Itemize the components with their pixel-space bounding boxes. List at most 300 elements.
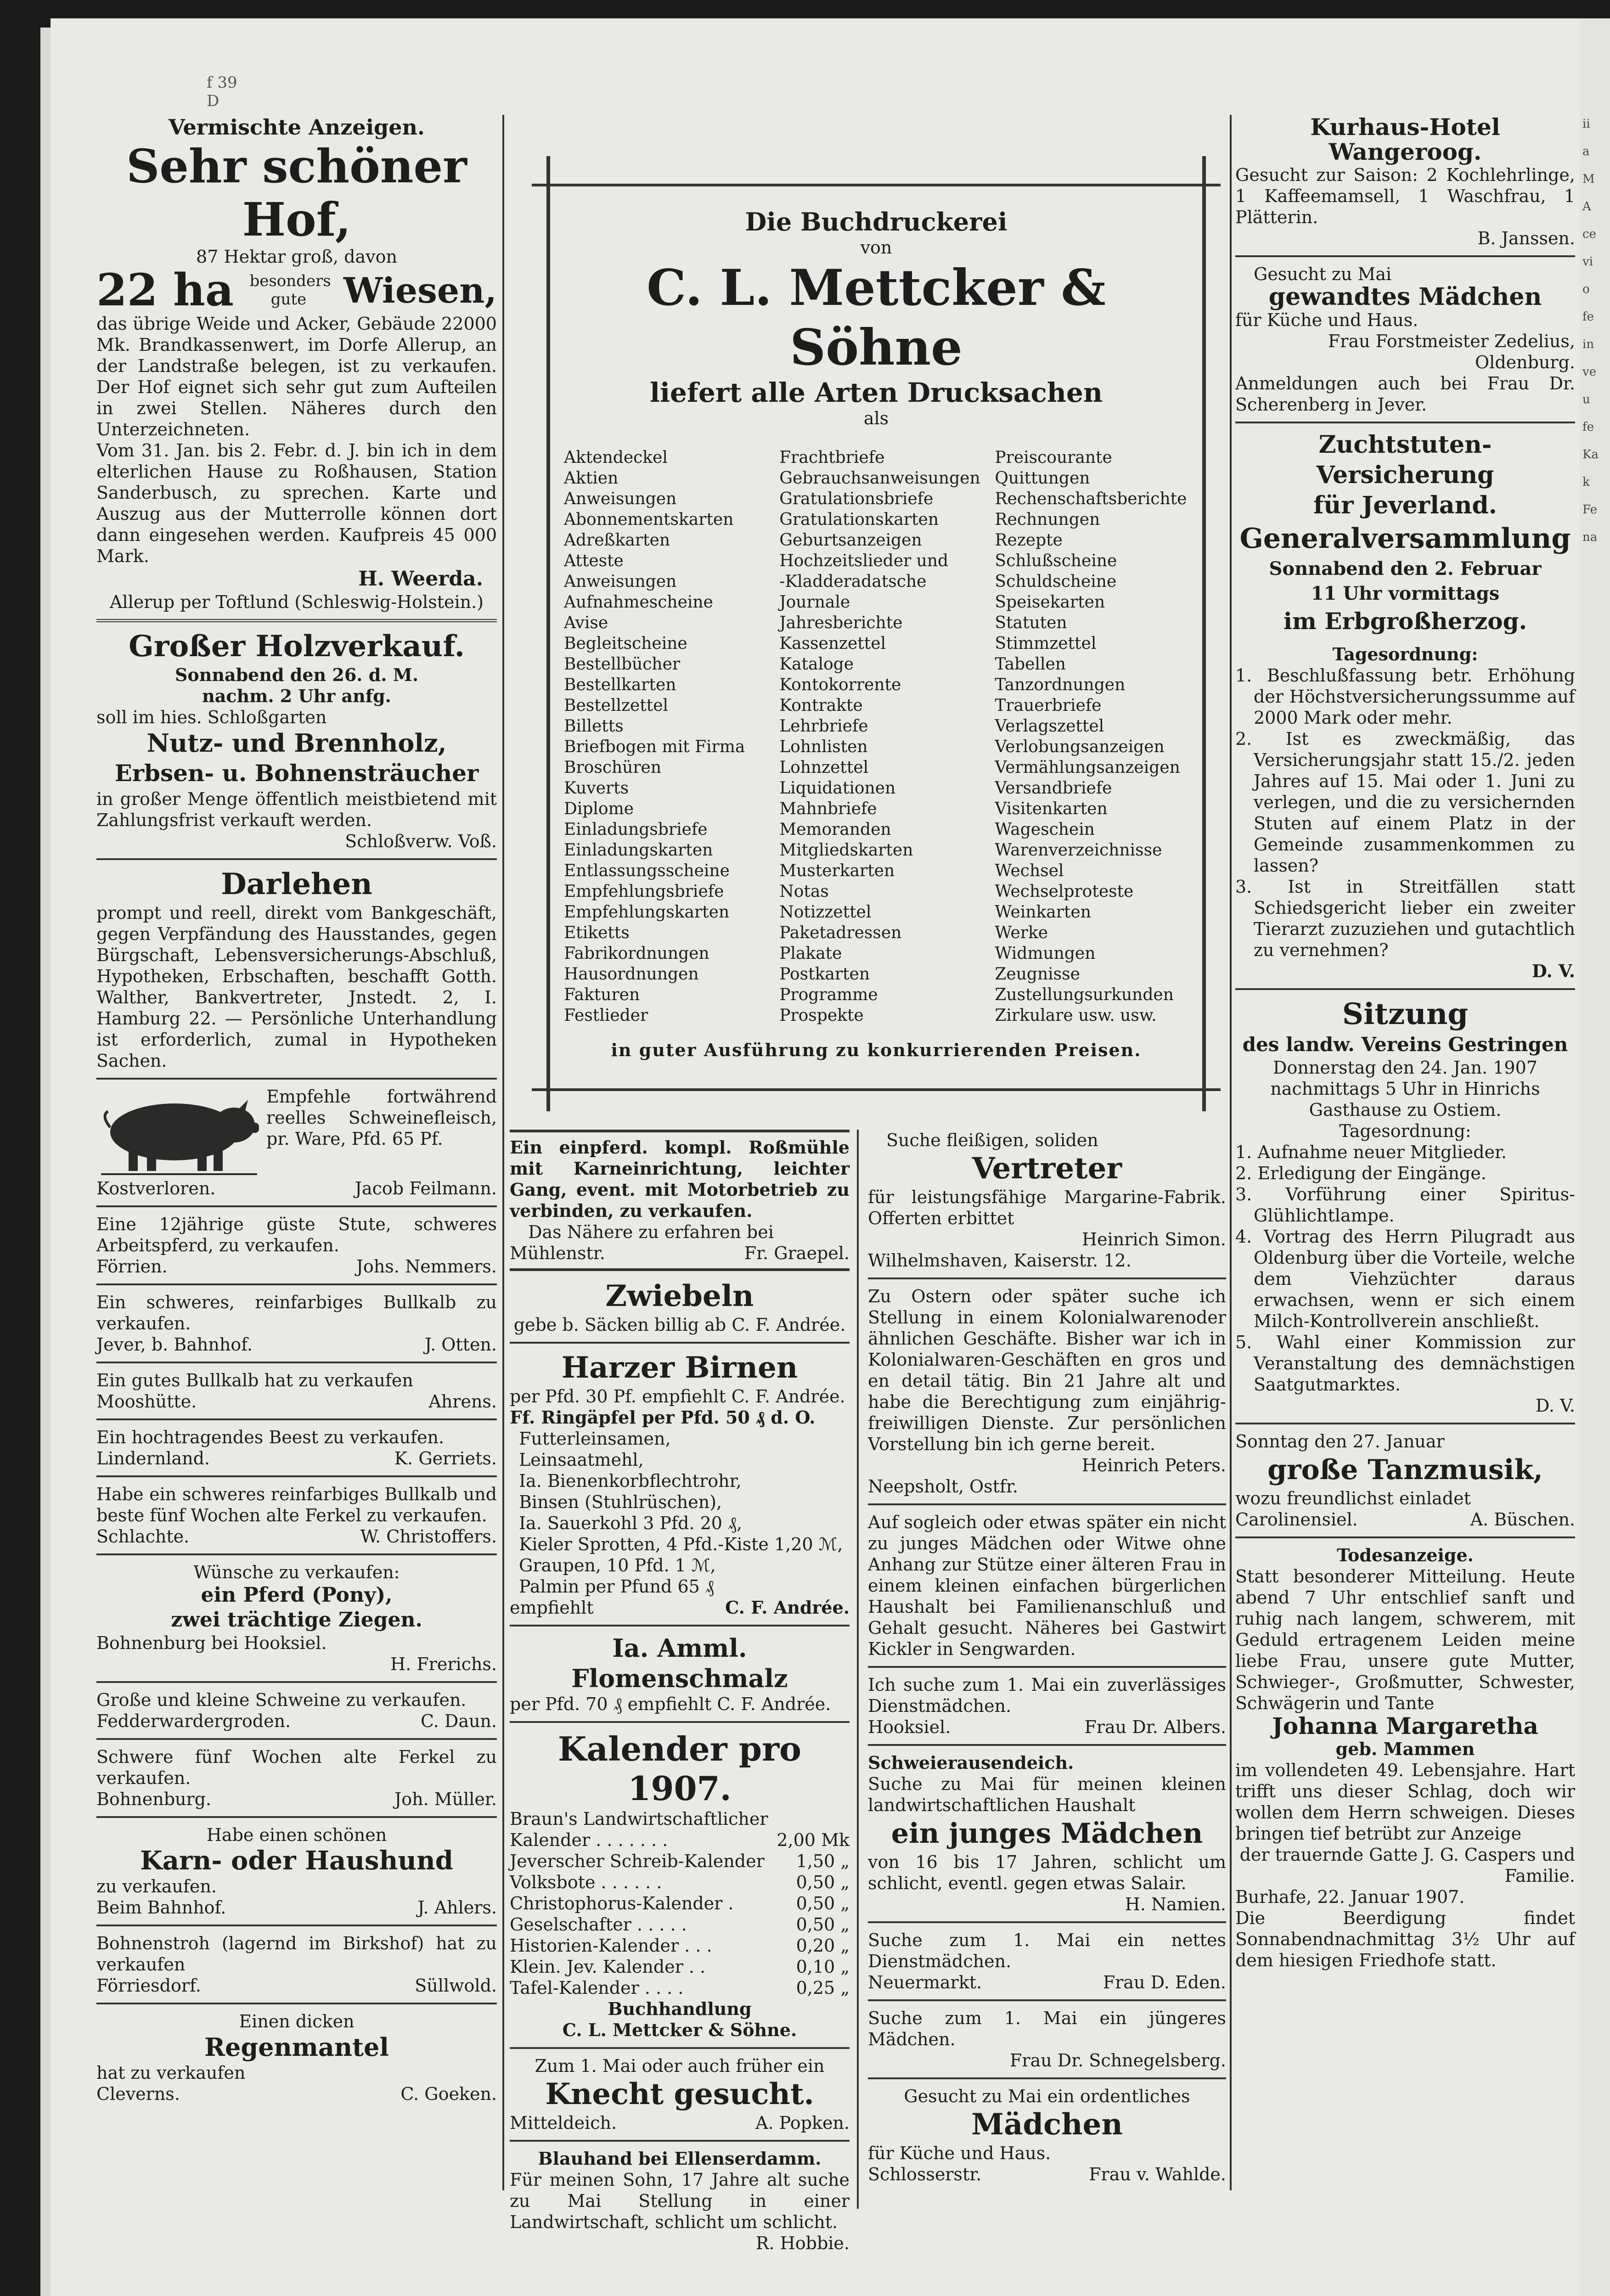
ad-signer: H. Weerda. bbox=[358, 567, 483, 591]
ad-title: Sitzung bbox=[1342, 997, 1469, 1031]
edge-text: u bbox=[1582, 393, 1590, 406]
edge-text: na bbox=[1582, 530, 1598, 544]
divider bbox=[96, 858, 497, 860]
divider bbox=[510, 1625, 850, 1626]
ad-signer: Heinrich Peters. bbox=[1081, 1455, 1226, 1475]
ad-body: Ein gutes Bullkalb hat zu verkaufen bbox=[96, 1370, 413, 1390]
ad-title: Sehr schöner Hof, bbox=[126, 139, 467, 247]
ad-title: Zwiebeln bbox=[605, 1279, 754, 1313]
ad-signer: Frau Dr. Schnegelsberg. bbox=[1010, 2050, 1226, 2071]
ad-darlehen bbox=[96, 867, 497, 1071]
ad-ferkel-christoffers bbox=[96, 1484, 497, 1547]
ad-signer: Buchhandlung bbox=[608, 1998, 752, 2019]
edge-text: fe bbox=[1582, 310, 1594, 324]
ad-holzverkauf bbox=[96, 629, 497, 852]
product-item: Lehrbriefe bbox=[779, 717, 868, 736]
agenda-item: 1. Aufnahme neuer Mitglieder. bbox=[1235, 1142, 1507, 1162]
ad-text: 11 Uhr vormittags bbox=[1311, 583, 1500, 604]
ad-body: Habe einen schönen bbox=[206, 1825, 387, 1845]
agenda-item: 2. Erledigung der Eingänge. bbox=[1235, 1163, 1486, 1183]
column-middle bbox=[510, 115, 1226, 2253]
ad-text: soll im hies. Schloßgarten bbox=[96, 707, 327, 727]
ad-text: Ff. Ringäpfel per Pfd. 50 ₰ d. O. bbox=[510, 1407, 816, 1428]
calendar-price: 2,00 Mk bbox=[777, 1830, 850, 1850]
ad-title: Mädchen bbox=[971, 2107, 1123, 2142]
product-item: Empfehlungsbriefe bbox=[564, 882, 724, 901]
ad-title: gewandtes Mädchen bbox=[1268, 283, 1542, 311]
column-rule bbox=[502, 115, 504, 2190]
edge-text: A bbox=[1582, 200, 1591, 214]
product-item: Begleitscheine bbox=[564, 634, 687, 653]
ad-place: Carolinensiel. bbox=[1235, 1509, 1358, 1530]
ad-body: Ich suche zum 1. Mai ein zuverlässiges Dienstmädchen. bbox=[868, 1675, 1226, 1716]
ad-place: Förrien. bbox=[96, 1256, 168, 1277]
product-item: Werke bbox=[995, 923, 1048, 942]
divider bbox=[868, 1921, 1226, 1923]
product-item: Avise bbox=[564, 613, 608, 632]
divider bbox=[868, 1503, 1226, 1505]
edge-text: in bbox=[1582, 338, 1594, 351]
column-left bbox=[96, 115, 497, 2209]
edge-text: ii bbox=[1582, 117, 1590, 131]
ad-text: Suche fleißigen, soliden bbox=[886, 1130, 1098, 1150]
ad-body: Auf sogleich oder etwas später ein nicht zu junges Mädchen oder Witwe ohne Anhang zur Stütze einer älteren Frau in einem kleinen einfachen bürgerlichen Haushalt bei Familienanschluß und Gehalt gesucht. Näheres bei Gastwirt Kickler in Sengwarden. bbox=[868, 1512, 1226, 1659]
ad-text: Sonntag den 27. Januar bbox=[1235, 1431, 1445, 1452]
product-item: Plakate bbox=[779, 944, 842, 963]
ad-body: Eine 12jährige güste Stute, schweres Arbeitspferd, zu verkaufen. bbox=[96, 1214, 497, 1255]
ad-signer: J. Ahlers. bbox=[417, 1897, 497, 1918]
calendar-name: Geselschafter . . . . . bbox=[510, 1914, 687, 1935]
product-item: Rechnungen bbox=[995, 510, 1100, 529]
ad-text: geb. Mammen bbox=[1335, 1739, 1475, 1759]
product-item: Programme bbox=[779, 985, 878, 1004]
product-item: Mahnbriefe bbox=[779, 799, 877, 818]
ad-regenmantel bbox=[96, 2011, 497, 2105]
product-item: Frachtbriefe bbox=[779, 448, 885, 467]
ad-signer: B. Janssen. bbox=[1477, 228, 1575, 248]
ad-vertreter bbox=[868, 1130, 1226, 1271]
ad-subtitle: liefert alle Arten Drucksachen bbox=[649, 377, 1103, 408]
calendar-name: Jeverscher Schreib-Kalender bbox=[510, 1851, 765, 1871]
column-rule bbox=[1230, 115, 1232, 2190]
ad-text: per Pfd. 30 Pf. empfiehlt C. F. Andrée. bbox=[510, 1386, 845, 1407]
divider bbox=[1235, 988, 1575, 990]
ad-body: von 16 bis 17 Jahren, schlicht um schlicht, eventl. gegen etwas Salair. bbox=[868, 1852, 1226, 1893]
ad-body: Vom 31. Jan. bis 2. Febr. d. J. bin ich in dem elterlichen Hause zu Roßhausen, Station Sanderbusch, zu sprechen. Karte und Auszug aus der Mutterrolle können dort dann eingesehen werden. Kaufpreis 45 000 Mark. bbox=[96, 440, 497, 566]
product-item: Zustellungsurkunden bbox=[995, 985, 1174, 1004]
product-column bbox=[995, 447, 1188, 1026]
product-item: Anweisungen bbox=[564, 490, 677, 508]
ad-title: Blauhand bei Ellenserdamm. bbox=[538, 2148, 822, 2169]
divider bbox=[868, 1277, 1226, 1279]
divider bbox=[510, 2047, 850, 2049]
divider bbox=[1235, 255, 1575, 257]
agenda-item: 5. Wahl einer Kommission zur Veranstaltung des demnächstigen Saatgutmarktes. bbox=[1235, 1332, 1575, 1395]
corner-marks bbox=[207, 73, 237, 110]
product-item: Adreßkarten bbox=[564, 531, 670, 550]
product-item: Bestellzettel bbox=[564, 696, 669, 715]
product-item: Zirkulare usw. usw. bbox=[995, 1006, 1157, 1025]
next-page-edge bbox=[1580, 18, 1610, 2296]
ad-body: das übrige Weide und Acker, Gebäude 22000 Mk. Brandkassenwert, im Dorfe Allerup, an der Landstraße belegen, ist zu verkaufen. Der Hof eignet sich sehr gut zum Aufteilen in zwei Stellen. Näheres durch den Unterzeichneten. bbox=[96, 314, 497, 439]
ad-text: Sonnabend den 26. d. M. bbox=[175, 664, 419, 685]
ad-schnegelsberg bbox=[868, 2008, 1226, 2071]
ad-signer: Joh. Müller. bbox=[394, 1789, 497, 1809]
ad-title: für Jeverland. bbox=[1313, 491, 1497, 519]
product-item: Gratulationsbriefe bbox=[779, 490, 934, 508]
divider bbox=[510, 1721, 850, 1723]
calendar-name: Tafel-Kalender . . . . bbox=[510, 1978, 684, 1998]
ad-signer: J. Otten. bbox=[424, 1334, 497, 1355]
list-item: Palmin per Pfund 65 ₰ bbox=[519, 1576, 714, 1597]
product-item: Widmungen bbox=[995, 944, 1096, 963]
ad-body: im vollendeten 49. Lebensjahre. Hart trifft uns dieser Schlag, doch wir wollen dem Herrn schweigen. Dieses bringen tief betrübt zur Anzeige bbox=[1235, 1760, 1575, 1844]
corner-mark: D bbox=[207, 92, 220, 110]
product-item: Wageschein bbox=[995, 820, 1095, 839]
product-list bbox=[564, 447, 1188, 1026]
product-item: Vermählungsanzeigen bbox=[995, 758, 1180, 777]
ad-body: Die Beerdigung findet Sonnabendnachmittag 3½ Uhr auf dem hiesigen Friedhofe statt. bbox=[1235, 1908, 1575, 1970]
ad-place: Mühlenstr. bbox=[510, 1243, 605, 1263]
ad-albers bbox=[868, 1674, 1226, 1738]
product-item: Bestellbücher bbox=[564, 655, 681, 674]
ad-kurhaus bbox=[1235, 115, 1575, 249]
ad-body: hat zu verkaufen bbox=[96, 2063, 246, 2083]
ad-body: Gesucht zur Saison: 2 Kochlehrlinge, 1 Kaffeemamsell, 1 Waschfrau, 1 Plätterin. bbox=[1235, 165, 1575, 227]
ad-text: Gesucht zu Mai ein ordentliches bbox=[904, 2086, 1190, 2106]
product-item: Memoranden bbox=[779, 820, 891, 839]
divider bbox=[96, 2003, 497, 2004]
ad-title: Harzer Birnen bbox=[561, 1351, 798, 1385]
product-item: Etiketts bbox=[564, 923, 630, 942]
list-item: Ia. Bienenkorbflechtrohr, bbox=[519, 1471, 742, 1491]
list-item: Leinsaatmehl, bbox=[519, 1450, 644, 1470]
ad-text: im Erbgroßherzog. bbox=[1283, 608, 1527, 635]
ad-signer: der trauernde Gatte J. G. Caspers und Familie. bbox=[1239, 1845, 1575, 1886]
divider bbox=[96, 1816, 497, 1818]
ad-signer: Johs. Nemmers. bbox=[356, 1256, 497, 1277]
calendar-price: 0,25 „ bbox=[796, 1978, 850, 1998]
divider bbox=[1235, 1536, 1575, 1538]
ad-text: Zum 1. Mai oder auch früher ein bbox=[535, 2056, 825, 2076]
ad-body: Zu Ostern oder später suche ich Stellung in einem Kolonialwarenoder ähnlichen Geschäfte. Bisher war ich in Kolonialwaren-Geschäften en gros und en detail tätig. Bin 21 Jahre alt und habe die Berechtigung zum einjährig-freiwilligen Dienste. Zur persönlichen Vorstellung bin ich gerne bereit. bbox=[868, 1286, 1226, 1454]
product-item: Aktien bbox=[564, 469, 619, 488]
ad-keyword: Karn- oder Haushund bbox=[140, 1846, 453, 1876]
ad-keyword: Nutz- und Brennholz, bbox=[146, 728, 447, 758]
product-item: Postkarten bbox=[779, 965, 870, 984]
calendar-price: 0,10 „ bbox=[796, 1957, 850, 1977]
agenda-item: 3. Vorführung einer Spiritus-Glühlichtlampe. bbox=[1235, 1184, 1575, 1226]
agenda-heading: Tagesordnung: bbox=[1332, 644, 1478, 664]
ad-place: Beim Bahnhof. bbox=[96, 1897, 226, 1918]
ad-signer: A. Popken. bbox=[755, 2113, 850, 2133]
ad-stellung-peters bbox=[868, 1286, 1226, 1497]
ad-text: Sonnabend den 2. Februar bbox=[1269, 558, 1542, 580]
agenda-item: 4. Vortrag des Herrn Pilugradt aus Oldenburg über die Vorteile, welche dem Viehzüchter daraus erwachsen, wenn er sich einem Milch-Kontrollverein anschließt. bbox=[1235, 1227, 1575, 1331]
ad-place: Schlosserstr. bbox=[868, 2164, 982, 2184]
ad-title: Vertreter bbox=[972, 1151, 1122, 1186]
product-item: Weinkarten bbox=[995, 903, 1091, 922]
product-item: Fabrikordnungen bbox=[564, 944, 709, 963]
divider bbox=[96, 1475, 497, 1477]
ad-body: Bohnenstroh (lagernd im Birkshof) hat zu verkaufen bbox=[96, 1933, 497, 1975]
ad-title: Kalender pro 1907. bbox=[557, 1729, 802, 1808]
product-item: Hochzeitslieder und bbox=[779, 551, 949, 570]
deceased-name: Johanna Margaretha bbox=[1272, 1712, 1538, 1739]
ad-ferkel-mueller bbox=[96, 1746, 497, 1810]
ad-stute bbox=[96, 1214, 497, 1277]
ad-schweine-daun bbox=[96, 1689, 497, 1732]
product-item: Kontokorrente bbox=[779, 675, 901, 694]
product-item: Wechselproteste bbox=[995, 882, 1134, 901]
ad-body: Das Nähere zu erfahren bei bbox=[528, 1222, 774, 1242]
ad-text: per Pfd. 70 ₰ empfiehlt C. F. Andrée. bbox=[510, 1694, 831, 1714]
ad-place: Mooshütte. bbox=[96, 1391, 197, 1412]
ad-body: Große und kleine Schweine zu verkaufen. bbox=[96, 1690, 467, 1710]
ad-todesanzeige bbox=[1235, 1545, 1575, 1971]
ad-title: Todesanzeige. bbox=[1337, 1545, 1474, 1565]
divider bbox=[96, 1681, 497, 1683]
ad-signer: Frau Dr. Albers. bbox=[1084, 1717, 1226, 1737]
ad-tanzmusik bbox=[1235, 1431, 1575, 1530]
divider bbox=[868, 1666, 1226, 1668]
ad-title: Großer Holzverkauf. bbox=[129, 629, 465, 664]
ad-kickler bbox=[868, 1512, 1226, 1660]
divider bbox=[510, 2140, 850, 2142]
ad-keyword: ein junges Mädchen bbox=[891, 1818, 1203, 1850]
product-item: Empfehlungskarten bbox=[564, 903, 730, 922]
ad-title: Knecht gesucht. bbox=[545, 2077, 814, 2111]
product-item: Gebrauchsanweisungen bbox=[779, 469, 980, 488]
product-item: Schlußscheine bbox=[995, 551, 1117, 570]
ad-signer: Schloßverw. Voß. bbox=[345, 831, 497, 851]
ad-text: von bbox=[860, 237, 892, 258]
ad-body: Statt besonderer Mitteilung. Heute abend 7 Uhr entschlief sanft und ruhig nach langem, schwerem, mit Geduld ertragenem Leiden meine liebe Frau, unsere gute Mutter, Schwieger-, Großmutter, Schwester, Schwägerin und Tante bbox=[1235, 1566, 1575, 1713]
ad-keyword: zwei trächtige Ziegen. bbox=[171, 1608, 422, 1632]
ad-place: Allerup per Toftlund (Schleswig-Holstein.) bbox=[109, 592, 484, 612]
product-item: Bestellkarten bbox=[564, 675, 676, 694]
ad-body: für Küche und Haus. bbox=[868, 2143, 1051, 2163]
calendar-name: Volksbote . . . . . . bbox=[510, 1872, 662, 1892]
ad-text: besonders gute bbox=[249, 272, 331, 309]
ad-rossmuehle bbox=[510, 1130, 850, 1271]
corner-mark: f 39 bbox=[207, 73, 237, 92]
product-item: Verlobungsanzeigen bbox=[995, 737, 1165, 756]
product-column bbox=[564, 447, 758, 1026]
ad-title: Die Buchdruckerei bbox=[745, 207, 1008, 236]
ad-body: Wünsche zu verkaufen: bbox=[193, 1562, 400, 1582]
ad-body: zu verkaufen. bbox=[96, 1876, 217, 1896]
divider bbox=[1235, 422, 1575, 423]
calendar-price: 0,50 „ bbox=[796, 1893, 850, 1913]
ad-signer: D. V. bbox=[1531, 961, 1575, 981]
ad-signer: Frau v. Wahlde. bbox=[1089, 2164, 1226, 2184]
agenda-item: 2. Ist es zweckmäßig, das Versicherungsjahr statt 15./2. jeden Jahres auf 15. Mai oder 1. Juni zu verlegen, und die zu versichernden Stuten auf einem Platz in der Gemeinde zusammenkommen zu lassen? bbox=[1235, 729, 1575, 876]
box-rule bbox=[532, 1088, 1221, 1091]
product-item: Statuten bbox=[995, 613, 1067, 632]
divider bbox=[96, 1078, 497, 1080]
divider bbox=[96, 1738, 497, 1740]
calendar-price: 0,50 „ bbox=[796, 1914, 850, 1935]
ad-body: Empfehle fortwährend reelles Schweinefleisch, pr. Ware, Pfd. 65 Pf. bbox=[266, 1086, 497, 1149]
ad-place: Burhafe, 22. Januar 1907. bbox=[1235, 1887, 1465, 1907]
ad-body: Suche zu Mai für meinen kleinen landwirtschaftlichen Haushalt bbox=[868, 1774, 1226, 1815]
ad-text: 87 Hektar groß, davon bbox=[196, 247, 397, 267]
ad-place: Förriesdorf. bbox=[96, 1975, 201, 1996]
ad-place: Schlachte. bbox=[96, 1526, 190, 1547]
subcolumn-right bbox=[868, 1130, 1226, 2185]
divider bbox=[96, 619, 497, 622]
divider bbox=[96, 1205, 497, 1207]
hof-size: 22 ha bbox=[96, 264, 234, 316]
ad-schweinefleisch bbox=[96, 1086, 497, 1199]
product-item: Abonnementskarten bbox=[564, 510, 734, 529]
ad-footer: in guter Ausführung zu konkurrierenden Preisen. bbox=[611, 1040, 1142, 1060]
ad-zedelius bbox=[1235, 264, 1575, 415]
ad-beest bbox=[96, 1427, 497, 1469]
product-item: Kontrakte bbox=[779, 696, 863, 715]
product-item: Aktendeckel bbox=[564, 448, 668, 467]
list-item: Binsen (Stuhlrüschen), bbox=[519, 1492, 722, 1512]
ad-keyword: ein Pferd (Pony), bbox=[201, 1583, 393, 1607]
product-item: Lohnzettel bbox=[779, 758, 869, 777]
agenda-item: 3. Ist in Streitfällen statt Schiedsgericht lieber ein zweiter Tierarzt zuzuziehen und gutachtlich zu vernehmen? bbox=[1235, 877, 1575, 960]
edge-text: k bbox=[1582, 475, 1590, 489]
ad-zuchtstuten bbox=[1235, 430, 1575, 982]
ad-signer: H. Namien. bbox=[1125, 1894, 1226, 1914]
ad-title: Generalversammlung bbox=[1239, 523, 1571, 555]
product-item: -Kladderadatsche bbox=[779, 572, 927, 591]
ad-signer: Heinrich Simon. bbox=[1081, 1229, 1226, 1249]
product-item: Broschüren bbox=[564, 758, 662, 777]
divider bbox=[510, 1342, 850, 1344]
ad-pferd-ziegen bbox=[96, 1562, 497, 1675]
ad-keyword: Regenmantel bbox=[204, 2032, 389, 2062]
subcolumn-left bbox=[510, 1130, 850, 2254]
ad-body: prompt und reell, direkt vom Bankgeschäft, gegen Verpfändung des Hausstandes, gegen Bürgschaft, Lebensversicherungs-Abschluß, Hypotheken, Erbschaften, beschafft Gotth. Walther, Bankvertreter, Jnstedt. 2, I. Hamburg 22. — Persönliche Unterhandlung ist erforderlich, zumal in Hypotheken Sachen. bbox=[96, 903, 497, 1071]
ad-signer: W. Christoffers. bbox=[360, 1526, 497, 1547]
divider bbox=[868, 2077, 1226, 2079]
product-item: Hausordnungen bbox=[564, 965, 699, 984]
divider bbox=[96, 1925, 497, 1926]
ad-place: Lindernland. bbox=[96, 1448, 210, 1469]
edge-text: ce bbox=[1582, 227, 1596, 241]
ad-signer: D. V. bbox=[1535, 1396, 1575, 1416]
edge-text: a bbox=[1582, 145, 1590, 158]
product-item: Schuldscheine bbox=[995, 572, 1117, 591]
product-item: Wechsel bbox=[995, 861, 1064, 880]
calendar-name: Christophorus-Kalender . bbox=[510, 1893, 734, 1913]
product-item: Diplome bbox=[564, 799, 634, 818]
ad-text: als bbox=[863, 408, 889, 428]
product-item: Tabellen bbox=[995, 655, 1066, 674]
ad-place: Neepsholt, Ostfr. bbox=[868, 1476, 1019, 1497]
ad-signer: Fr. Graepel. bbox=[744, 1243, 850, 1263]
ad-body: Schwere fünf Wochen alte Ferkel zu verkaufen. bbox=[96, 1747, 497, 1788]
product-item: Versandbriefe bbox=[995, 779, 1112, 798]
ad-bohnenstroh bbox=[96, 1933, 497, 1996]
ad-text: empfiehlt bbox=[510, 1598, 594, 1618]
product-item: Rechenschaftsberichte bbox=[995, 490, 1187, 508]
calendar-name: Kalender . . . . . . . bbox=[510, 1830, 668, 1850]
ad-knecht bbox=[510, 2055, 850, 2133]
ad-signer: C. Daun. bbox=[420, 1711, 497, 1731]
ad-body: für leistungsfähige Margarine-Fabrik. Offerten erbittet bbox=[868, 1187, 1226, 1228]
product-item: Briefbogen mit Firma bbox=[564, 737, 745, 756]
ad-kalender bbox=[510, 1729, 850, 2041]
divider bbox=[96, 1362, 497, 1363]
product-column bbox=[779, 447, 980, 1026]
divider bbox=[96, 1283, 497, 1285]
ad-text: Gesucht zu Mai bbox=[1254, 264, 1392, 284]
list-item: Graupen, 10 Pfd. 1 ℳ, bbox=[519, 1555, 716, 1576]
ad-namien bbox=[868, 1752, 1226, 1915]
product-item: Speisekarten bbox=[995, 593, 1105, 612]
ad-signer: Frau D. Eden. bbox=[1103, 1972, 1226, 1992]
ad-zwiebeln bbox=[510, 1278, 850, 1335]
product-item: Einladungsbriefe bbox=[564, 820, 708, 839]
product-item: Liquidationen bbox=[779, 779, 896, 798]
ad-body: Ein hochtragendes Beest zu verkaufen. bbox=[96, 1427, 445, 1447]
ad-text: gebe b. Säcken billig ab C. F. Andrée. bbox=[513, 1315, 846, 1335]
divider bbox=[868, 1999, 1226, 2001]
product-item: Jahresberichte bbox=[779, 613, 903, 632]
list-item: Futterleinsamen, bbox=[519, 1429, 671, 1449]
product-item: Preiscourante bbox=[995, 448, 1112, 467]
ad-wahlde bbox=[868, 2086, 1226, 2185]
product-item: Einladungskarten bbox=[564, 841, 713, 860]
ad-signer: C. Goeken. bbox=[400, 2084, 497, 2104]
ad-title: Ia. Amml. Flomenschmalz bbox=[571, 1633, 788, 1693]
product-item: Entlassungsscheine bbox=[564, 861, 730, 880]
ad-place: Bohnenburg bei Hooksiel. bbox=[96, 1633, 327, 1653]
ad-signer: Jacob Feilmann. bbox=[355, 1178, 497, 1199]
ad-signer: C. F. Andrée. bbox=[725, 1597, 850, 1618]
product-item: Kuverts bbox=[564, 779, 629, 798]
product-item: Visitenkarten bbox=[995, 799, 1108, 818]
ad-eden bbox=[868, 1930, 1226, 1993]
ad-body: für Küche und Haus. bbox=[1235, 310, 1419, 330]
column-right bbox=[1235, 115, 1575, 2209]
ad-place: Wilhelmshaven, Kaiserstr. 12. bbox=[868, 1250, 1132, 1271]
agenda-item: 1. Beschlußfassung betr. Erhöhung der Höchstversicherungssumme auf 2000 Mark oder mehr. bbox=[1235, 665, 1575, 728]
ad-place: Fedderwardergroden. bbox=[96, 1711, 291, 1731]
edge-text: o bbox=[1582, 282, 1590, 296]
agenda-heading: Tagesordnung: bbox=[1339, 1121, 1471, 1141]
product-item: Aufnahmescheine bbox=[564, 593, 713, 612]
edge-text: vi bbox=[1582, 255, 1593, 269]
ad-body: Ein einpferd. kompl. Roßmühle mit Karneinrichtung, leichter Gang, event. mit Motorbetrieb zu verbinden, zu verkaufen. bbox=[510, 1137, 850, 1221]
ad-title: Zuchtstuten-Versicherung bbox=[1316, 431, 1494, 489]
edge-text: Fe bbox=[1582, 503, 1598, 517]
ad-body: Habe ein schweres reinfarbiges Bullkalb und beste fünf Wochen alte Ferkel zu verkaufen. bbox=[96, 1484, 497, 1525]
calendar-name: Historien-Kalender . . . bbox=[510, 1936, 712, 1956]
ad-title: Kurhaus-Hotel Wangeroog. bbox=[1310, 113, 1500, 165]
ad-bullkalb-ahrens bbox=[96, 1370, 497, 1412]
product-item: Anweisungen bbox=[564, 572, 677, 591]
pig-illustration bbox=[96, 1086, 262, 1178]
product-item: Musterkarten bbox=[779, 861, 895, 880]
ad-place: Neuermarkt. bbox=[868, 1972, 982, 1992]
calendar-name: Klein. Jev. Kalender . . bbox=[510, 1957, 706, 1977]
column-rule bbox=[857, 1130, 859, 2209]
product-item: Warenverzeichnisse bbox=[995, 841, 1162, 860]
company-name: C. L. Mettcker & Söhne bbox=[647, 259, 1106, 377]
product-item: Fakturen bbox=[564, 985, 640, 1004]
product-item: Paketadressen bbox=[779, 923, 902, 942]
product-item: Geburtsanzeigen bbox=[779, 531, 922, 550]
product-item: Atteste bbox=[564, 551, 624, 570]
